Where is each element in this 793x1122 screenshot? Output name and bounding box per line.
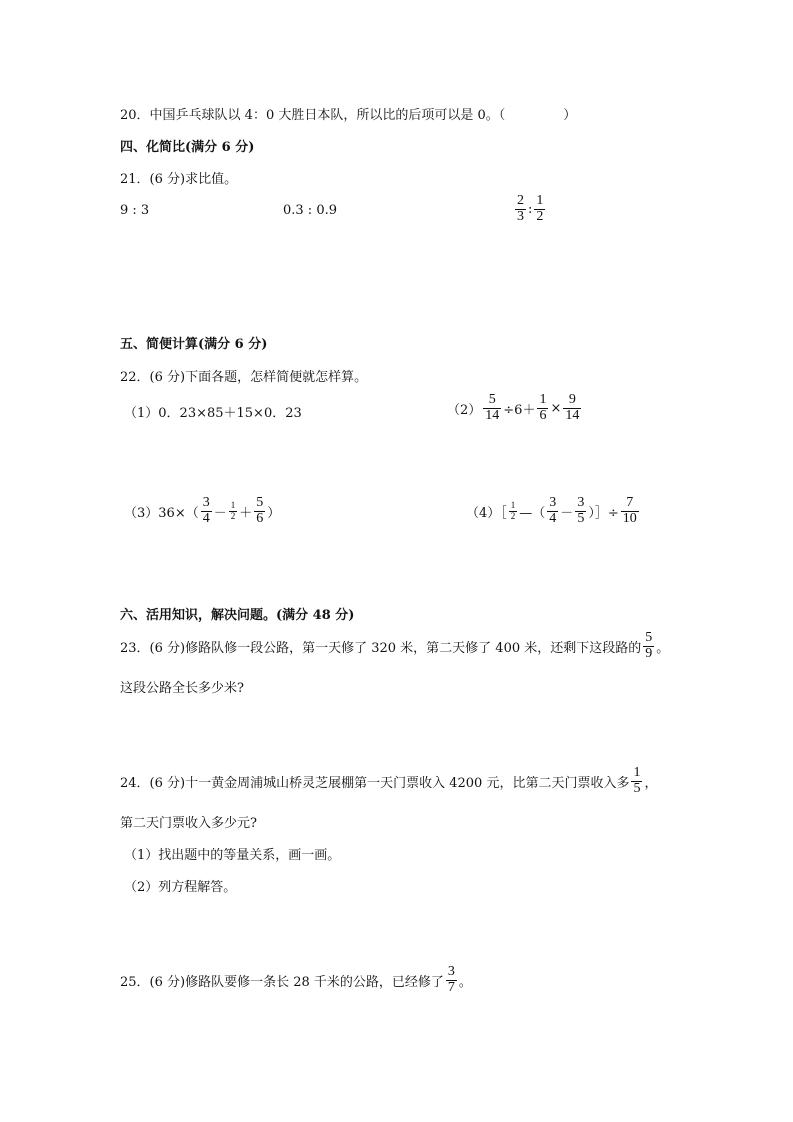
question-22-text: 22．(6 分)下面各题，怎样简便就怎样算。 — [120, 370, 368, 385]
section-5-title: 五、简便计算(满分 6 分) — [120, 337, 268, 352]
fraction: $\frac{3}{5}$ — [577, 495, 585, 526]
calc-problem-3: （3）36×（ $\frac{3}{4}$ － $\frac{1}{2}$ ＋ $\frac{5}{6}$ ） — [124, 495, 281, 526]
ratio-expression-1: 9 : 3 — [120, 203, 150, 218]
section-4-title: 四、化简比(满分 6 分) — [120, 140, 255, 155]
fraction: $\frac{9}{14}$ — [565, 392, 580, 423]
fraction: $\frac{5}{14}$ — [485, 392, 500, 423]
question-24-sub-2: （2）列方程解答。 — [124, 880, 237, 895]
fraction: $\frac{3}{4}$ — [202, 495, 210, 526]
question-25: 25．(6 分)修路队要修一条长 28 千米的公路，已经修了 $\frac{3}{7}$ 。 — [120, 964, 472, 995]
section-6-title: 六、活用知识，解决问题。(满分 48 分) — [120, 608, 355, 623]
ratio-expression-2: 0.3 : 0.9 — [283, 203, 337, 218]
fraction: $\frac{5}{9}$ — [645, 630, 653, 661]
calc-problem-2: （2） $\frac{5}{14}$ ÷6＋ $\frac{1}{6}$ × $\frac{9}{14}$ — [447, 392, 580, 423]
fraction: $\frac{1}{5}$ — [633, 765, 641, 796]
fraction: $\frac{3}{7}$ — [447, 964, 455, 995]
fraction: $\frac{5}{6}$ — [256, 495, 264, 526]
question-24-line-2: 第二天门票收入多少元? — [120, 816, 257, 831]
fraction: $\frac{1}{2}$ — [510, 500, 516, 521]
fraction: $\frac{1}{2}$ — [536, 193, 544, 224]
fraction: $\frac{3}{4}$ — [549, 495, 557, 526]
question-20-close: ） — [563, 108, 577, 123]
fraction: $\frac{2}{3}$ — [517, 193, 524, 224]
calc-problem-4: （4）［ $\frac{1}{2}$ —（ $\frac{3}{4}$ － $\frac{3}{5}$ ）］÷ $\frac{7}{10}$ — [466, 495, 637, 526]
fraction: $\frac{1}{2}$ — [230, 500, 236, 521]
fraction: $\frac{1}{6}$ — [539, 392, 547, 423]
question-23: 23．(6 分)修路队修一段公路，第一天修了 320 米，第二天修了 400 米，还剩下这段路的 $\frac{5}{9}$ 。 — [120, 630, 670, 661]
question-20 — [120, 104, 576, 123]
calc-problem-1: （1）0．23×85＋15×0．23 — [124, 406, 302, 421]
ratio-expression-3: $\frac{2}{3}$ : $\frac{1}{2}$ — [517, 193, 544, 224]
fraction: $\frac{7}{10}$ — [622, 495, 637, 526]
question-24: 24．(6 分)十一黄金周浦城山桥灵芝展棚第一天门票收入 4200 元，比第二天门票收入多 $\frac{1}{5}$ ， — [120, 765, 658, 796]
question-21-text: 21．(6 分)求比值。 — [120, 172, 238, 187]
question-23-line-2: 这段公路全长多少米? — [120, 681, 244, 696]
question-20-text: 20．中国乒乓球队以 4：0 大胜日本队，所以比的后项可以是 0。（ — [120, 108, 506, 123]
question-24-sub-1: （1）找出题中的等量关系，画一画。 — [124, 848, 341, 863]
